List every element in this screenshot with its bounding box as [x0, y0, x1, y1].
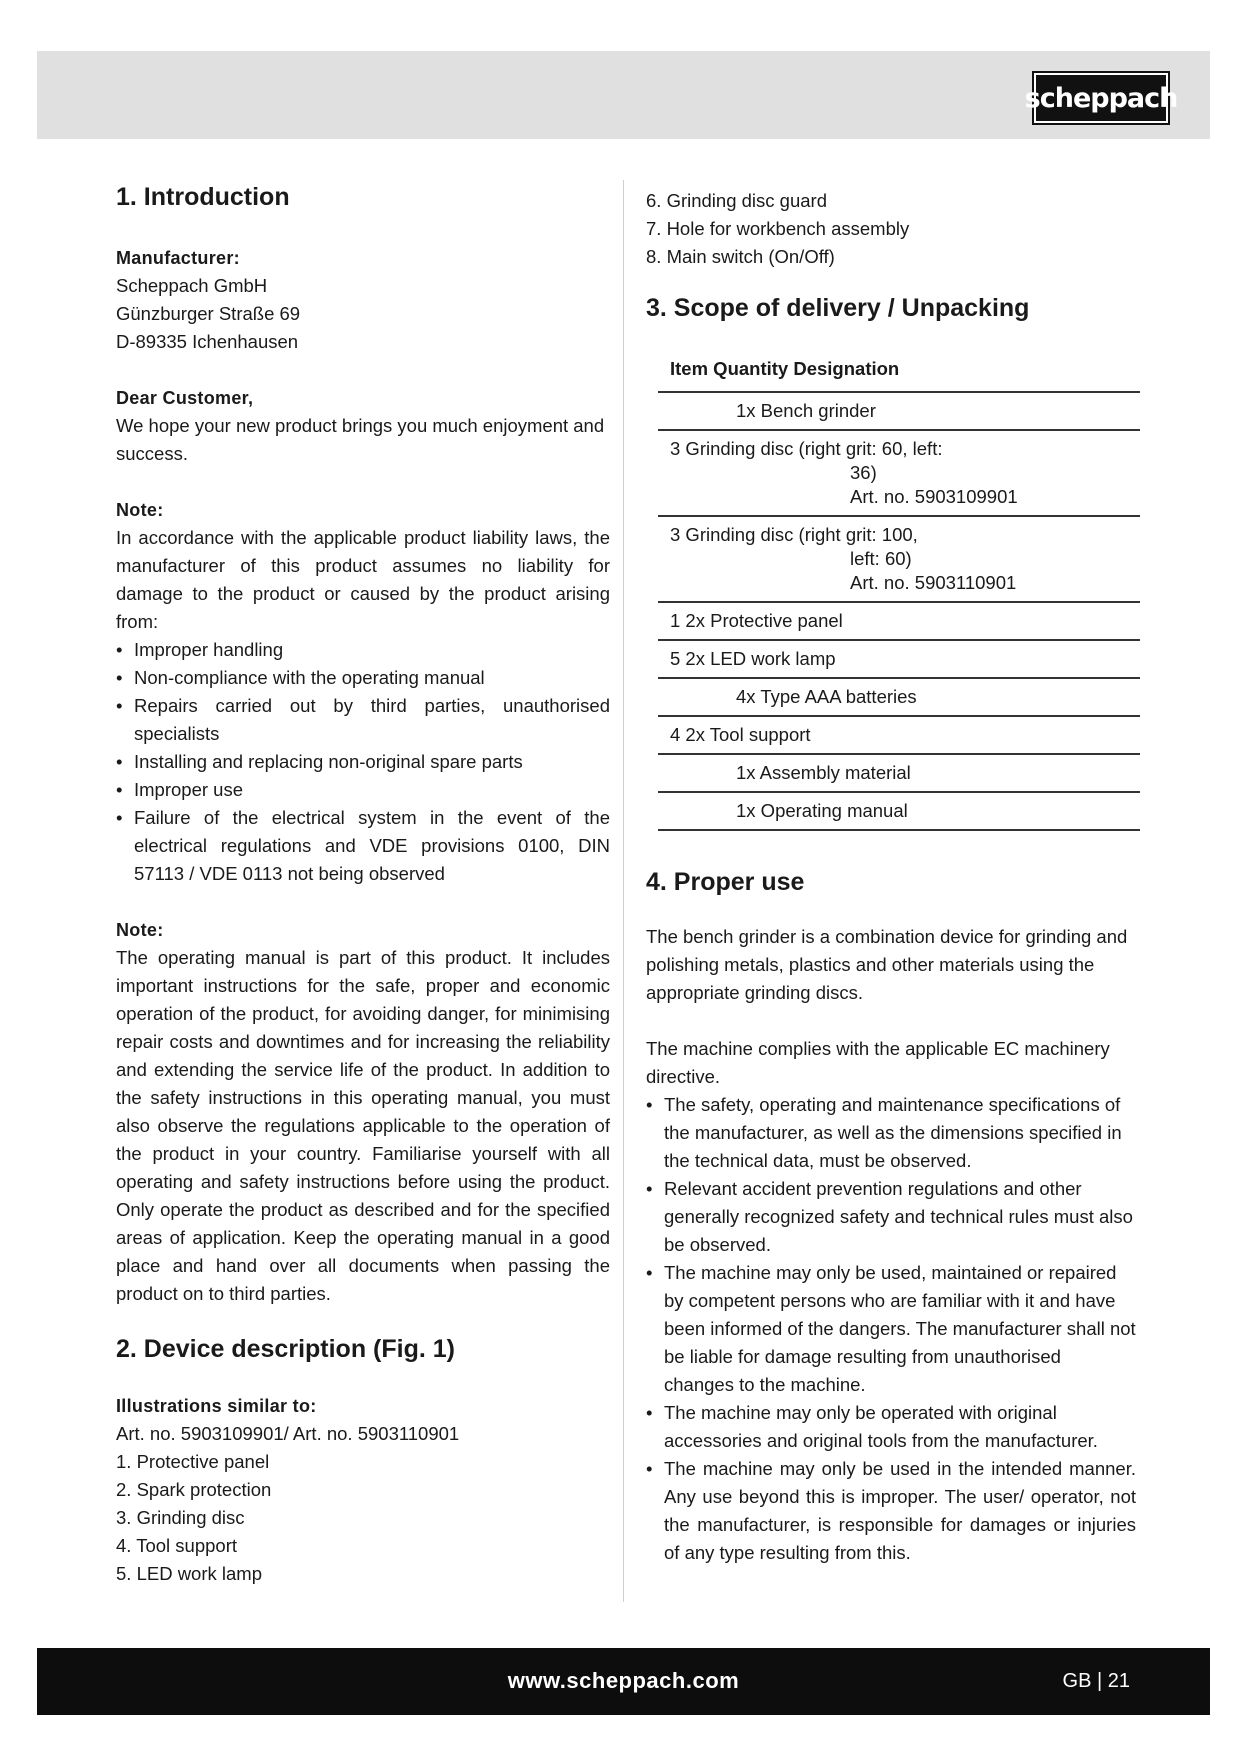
- section-title-proper-use: 4. Proper use: [646, 868, 805, 896]
- list-item: • Non-compliance with the operating manual: [116, 664, 610, 692]
- delivery-table: [658, 355, 1140, 831]
- section-title-scope-of-delivery: 3. Scope of delivery / Unpacking: [646, 294, 1030, 322]
- list-item: 8. Main switch (On/Off): [646, 246, 835, 267]
- table-row: [658, 641, 1140, 679]
- table-cell-text: 36): [850, 462, 877, 483]
- list-item: 6. Grinding disc guard: [646, 190, 827, 211]
- list-item: • The machine may only be operated with original accessories and original tools from the manufacturer.: [646, 1399, 1136, 1455]
- note-text: The operating manual is part of this product. It includes important instructions for the safe, proper and economic operation of the product, for avoiding danger, for minimising repair costs and downtimes and for increasing the reliability and extending the service life of the product. In addition to the safety instructions in this operating manual, you must also observe the regulations applicable to the operation of the product in your country. Familiarise yourself with all operating and safety instructions before using the product. Only operate the product as described and for the specified areas of application. Keep the operating manual in a good place and hand over all documents when passing the product on to third parties.: [116, 947, 610, 1304]
- list-item: • Failure of the electrical system in the event of the electrical regulations and VDE provisions 0100, DIN 57113 / VDE 0113 not being observed: [116, 804, 610, 888]
- table-row: [658, 603, 1140, 641]
- list-item: • Relevant accident prevention regulations and other generally recognized safety and technical rules must also be observed.: [646, 1175, 1136, 1259]
- manufacturer-line: Günzburger Straße 69: [116, 303, 301, 324]
- column-divider: [623, 180, 624, 1602]
- illustrations-art-no: Art. no. 5903109901/ Art. no. 5903110901: [116, 1423, 460, 1444]
- device-parts-list-continued: [646, 187, 1136, 271]
- liability-list: [116, 636, 610, 888]
- table-cell-text: Art. no. 5903110901: [850, 572, 1017, 593]
- table-cell-text: 3 Grinding disc (right grit: 100,: [670, 524, 918, 545]
- table-row: [658, 679, 1140, 717]
- note-text: In accordance with the applicable product liability laws, the manufacturer of this product assumes no liability for damage to the product or caused by the product arising from:: [116, 527, 610, 632]
- list-item: 4. Tool support: [116, 1535, 238, 1556]
- table-row: [658, 431, 1140, 517]
- proper-use-text: The bench grinder is a combination device for grinding and polishing metals, plastics and other materials using the appropriate grinding discs.: [646, 926, 1128, 1003]
- table-cell-text: 3 Grinding disc (right grit: 60, left:: [670, 438, 943, 459]
- table-cell-text: 1x Operating manual: [736, 800, 908, 821]
- list-item: 2. Spark protection: [116, 1479, 272, 1500]
- dear-customer-label: Dear Customer,: [116, 388, 254, 408]
- footer-url[interactable]: www.scheppach.com: [507, 1668, 740, 1693]
- device-parts-list: [116, 1448, 610, 1588]
- header-bar: [37, 51, 1210, 139]
- section-title-device-description: 2. Device description (Fig. 1): [116, 1335, 455, 1363]
- list-item: 5. LED work lamp: [116, 1563, 262, 1584]
- section-title-introduction: 1. Introduction: [116, 183, 290, 211]
- right-column: [646, 187, 1136, 1567]
- footer-bar: [37, 1648, 1210, 1715]
- list-item: • Installing and replacing non-original spare parts: [116, 748, 610, 776]
- list-item: • Improper use: [116, 776, 610, 804]
- dear-customer-text: We hope your new product brings you much enjoyment and success.: [116, 415, 605, 464]
- list-item: • The machine may only be used in the intended manner. Any use beyond this is improper. The user/ operator, not the manufacturer, is responsible for damages or injuries of any type resulting from this.: [646, 1455, 1136, 1567]
- left-column: [116, 180, 610, 1588]
- list-item: 3. Grinding disc: [116, 1507, 245, 1528]
- table-header: Item Quantity Designation: [658, 355, 1140, 393]
- proper-use-list: [646, 1091, 1136, 1567]
- note-label: Note:: [116, 500, 164, 520]
- table-cell-text: 1 2x Protective panel: [670, 610, 843, 631]
- table-cell-text: Art. no. 5903109901: [850, 486, 1018, 507]
- list-item: 1. Protective panel: [116, 1451, 270, 1472]
- table-cell-text: 4x Type AAA batteries: [736, 686, 917, 707]
- table-row: [658, 517, 1140, 603]
- list-item: • Repairs carried out by third parties, unauthorised specialists: [116, 692, 610, 748]
- table-cell-text: 4 2x Tool support: [670, 724, 811, 745]
- scheppach-logo: scheppach: [1032, 71, 1170, 125]
- list-item: 7. Hole for workbench assembly: [646, 218, 910, 239]
- table-cell-text: left: 60): [850, 548, 912, 569]
- table-row: [658, 793, 1140, 831]
- table-cell-text: 5 2x LED work lamp: [670, 648, 836, 669]
- table-cell-text: 1x Assembly material: [736, 762, 911, 783]
- manufacturer-label: Manufacturer:: [116, 248, 240, 268]
- note-label: Note:: [116, 920, 164, 940]
- illustrations-label: Illustrations similar to:: [116, 1396, 317, 1416]
- manufacturer-line: Scheppach GmbH: [116, 275, 268, 296]
- proper-use-text: The machine complies with the applicable EC machinery directive.: [646, 1038, 1110, 1087]
- table-row: [658, 393, 1140, 431]
- table-row: [658, 717, 1140, 755]
- page-number: GB | 21: [1062, 1670, 1130, 1692]
- manufacturer-line: D-89335 Ichenhausen: [116, 331, 299, 352]
- list-item: • Improper handling: [116, 636, 610, 664]
- table-row: [658, 755, 1140, 793]
- list-item: • The safety, operating and maintenance specifications of the manufacturer, as well as the dimensions specified in the technical data, must be observed.: [646, 1091, 1136, 1175]
- list-item: • The machine may only be used, maintained or repaired by competent persons who are familiar with it and have been informed of the dangers. The manufacturer shall not be liable for damage resulting from unauthorised changes to the machine.: [646, 1259, 1136, 1399]
- table-cell-text: 1x Bench grinder: [736, 400, 876, 421]
